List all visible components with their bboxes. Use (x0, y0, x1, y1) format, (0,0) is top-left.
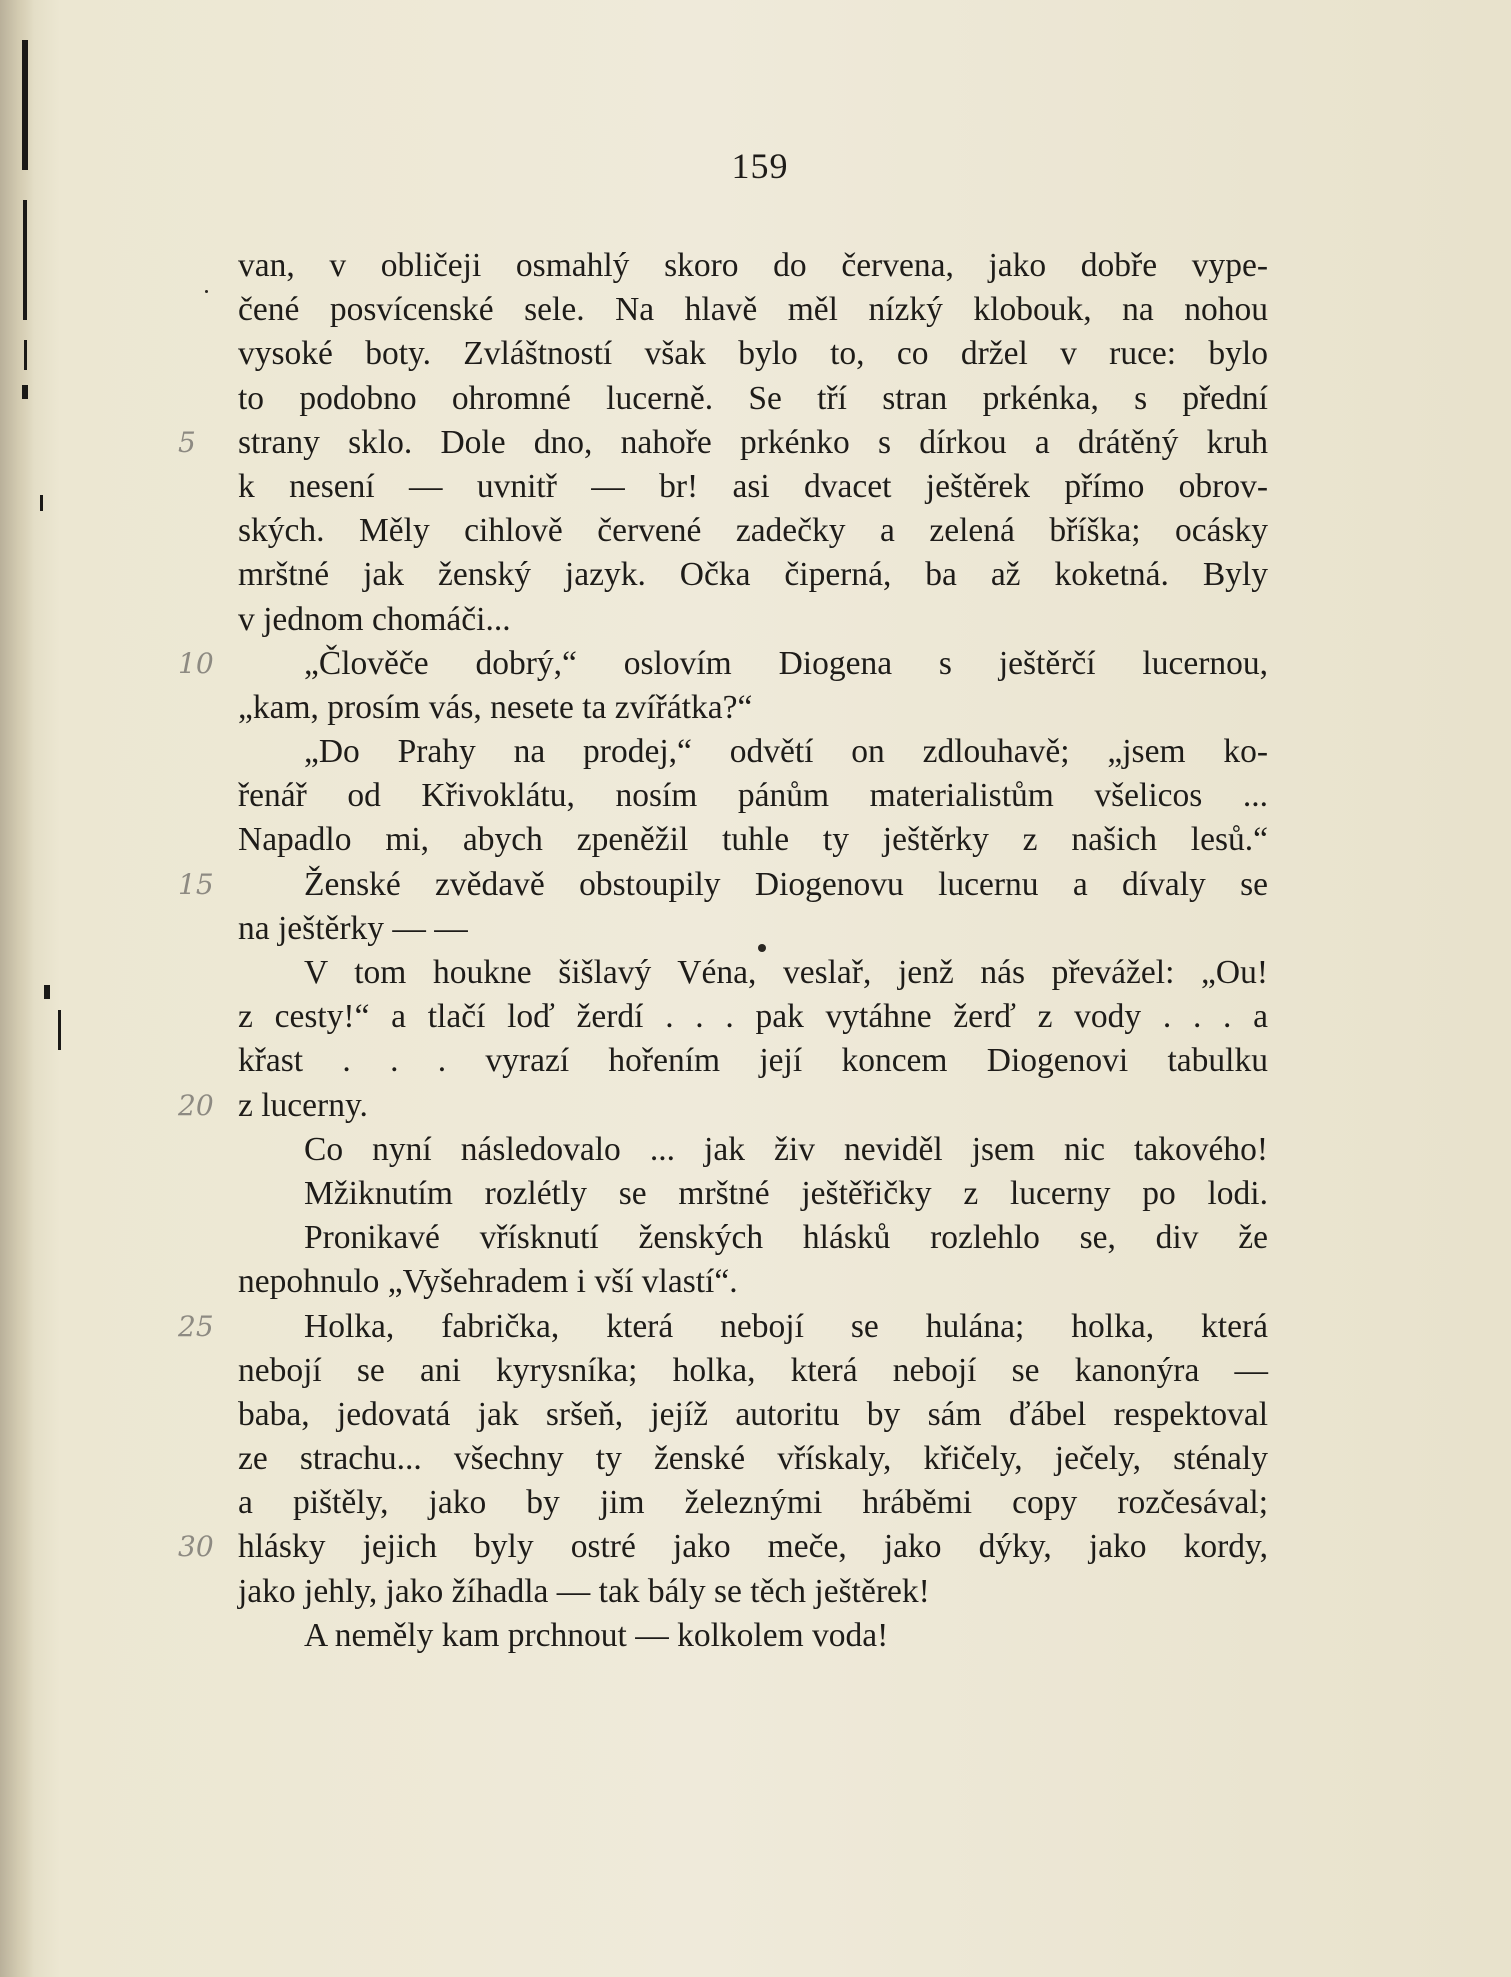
text-line (238, 288, 1268, 332)
text-line (238, 1128, 1268, 1172)
text-line (238, 1039, 1268, 1083)
text-line-content: ze strachu... všechny ty ženské vřískaly, křičely, ječely, sténaly (238, 1440, 1268, 1478)
text-line (238, 1614, 1268, 1658)
text-line-content: a pištěly, jako by jim železnými hráběmi copy rozčesával; (238, 1484, 1268, 1522)
text-line-content: mrštné jak ženský jazyk. Očka čiperná, ba až koketná. Byly (238, 556, 1268, 594)
text-line (238, 1349, 1268, 1393)
page-spine-edge (0, 0, 34, 1977)
text-line (238, 1172, 1268, 1216)
text-line (178, 642, 1268, 686)
margin-line-number: 20 (178, 1088, 214, 1122)
text-line (178, 1084, 1268, 1128)
text-line (178, 421, 1268, 465)
text-line-content: křast . . . vyrazí hořením její koncem Diogenovi tabulku (238, 1042, 1268, 1080)
spine-mark (24, 340, 27, 370)
text-line (238, 1481, 1268, 1525)
text-line (238, 951, 1268, 995)
text-line (238, 377, 1268, 421)
text-line (238, 1260, 1268, 1304)
text-line (178, 863, 1268, 907)
text-line (238, 907, 1268, 951)
text-line (238, 1437, 1268, 1481)
text-line-content: nepohnulo „Vyšehradem i vší vlastí“. (238, 1263, 738, 1301)
spine-mark (44, 985, 50, 999)
body-text (178, 244, 1268, 1658)
text-line-content: nebojí se ani kyrysníka; holka, která nebojí se kanonýra — (238, 1351, 1268, 1389)
text-line (238, 598, 1268, 642)
text-line (238, 774, 1268, 818)
spine-mark (40, 495, 43, 511)
text-line-content: ských. Měly cihlově červené zadečky a zelená bříška; ocásky (238, 512, 1268, 550)
text-line-content: hlásky jejich byly ostré jako meče, jako dýky, jako kordy, (238, 1528, 1268, 1566)
text-line (238, 1393, 1268, 1437)
text-line (238, 244, 1268, 288)
text-line-content: jako jehly, jako žíhadla — tak bály se těch ještěrek! (238, 1572, 930, 1610)
text-line-content: čené posvícenské sele. Na hlavě měl nízký klobouk, na nohou (238, 291, 1268, 329)
text-line (238, 1216, 1268, 1260)
text-line-content: Napadlo mi, abych zpeněžil tuhle ty ještěrky z našich lesů.“ (238, 821, 1268, 859)
margin-line-number: 25 (178, 1309, 214, 1343)
text-line-content: Holka, fabrička, která nebojí se hulána; holka, která (304, 1307, 1268, 1345)
text-line-content: vysoké boty. Zvláštností však bylo to, co držel v ruce: bylo (238, 335, 1268, 373)
text-line (238, 465, 1268, 509)
text-line (238, 995, 1268, 1039)
spine-mark (58, 1010, 61, 1050)
text-line-content: Mžiknutím rozlétly se mrštné ještěřičky z lucerny po lodi. (304, 1174, 1268, 1212)
text-line-content: Co nyní následovalo ... jak živ neviděl jsem nic takového! (304, 1130, 1268, 1168)
text-line (238, 509, 1268, 553)
ink-speck (758, 944, 766, 952)
text-line (238, 686, 1268, 730)
text-line-content: z lucerny. (238, 1086, 368, 1124)
text-line-content: Ženské zvědavě obstoupily Diogenovu lucernu a dívaly se (304, 865, 1268, 903)
spine-mark (22, 40, 28, 170)
text-line-content: to podobno ohromné lucerně. Se tří stran prkénka, s přední (238, 379, 1268, 417)
margin-line-number: 10 (178, 646, 214, 680)
text-line-content: A neměly kam prchnout — kolkolem voda! (304, 1616, 889, 1654)
spine-mark (22, 385, 28, 399)
text-line (178, 1305, 1268, 1349)
text-line (238, 553, 1268, 597)
text-line (238, 730, 1268, 774)
ink-speck (205, 290, 208, 293)
text-line-content: V tom houkne šišlavý Véna, veslař, jenž nás převážel: „Ou! (304, 954, 1268, 991)
text-line (238, 818, 1268, 862)
margin-line-number: 15 (178, 867, 214, 901)
text-line-content: „Člověče dobrý,“ oslovím Diogena s ještěrčí lucernou, (304, 644, 1268, 682)
text-line-content: „kam, prosím vás, nesete ta zvířátka?“ (238, 688, 753, 726)
text-line-content: z cesty!“ a tlačí loď žerdí . . . pak vytáhne žerď z vody . . . a (238, 998, 1268, 1036)
margin-line-number: 5 (178, 425, 196, 459)
text-line-content: v jednom chomáči... (238, 600, 511, 638)
text-line-content: k nesení — uvnitř — br! asi dvacet ještěrek přímo obrov- (238, 467, 1268, 505)
text-line (238, 1570, 1268, 1614)
text-line-content: „Do Prahy na prodej,“ odvětí on zdlouhavě; „jsem ko- (304, 733, 1268, 771)
text-line-content: Pronikavé vřísknutí ženských hlásků rozlehlo se, div že (304, 1219, 1268, 1257)
text-line (238, 332, 1268, 376)
margin-line-number: 30 (178, 1530, 214, 1564)
text-line-content: řenář od Křivoklátu, nosím pánům materialistům všelicos ... (238, 777, 1268, 815)
spine-mark (23, 200, 27, 320)
text-line-content: na ještěrky — — (238, 909, 468, 947)
text-line-content: van, v obličeji osmahlý skoro do červena, jako dobře vype- (238, 247, 1268, 284)
page-number: 159 (731, 146, 789, 186)
text-line-content: baba, jedovatá jak sršeň, jejíž autoritu by sám ďábel respektoval (238, 1395, 1268, 1433)
text-line (178, 1525, 1268, 1569)
text-line-content: strany sklo. Dole dno, nahoře prkénko s dírkou a drátěný kruh (238, 423, 1268, 461)
